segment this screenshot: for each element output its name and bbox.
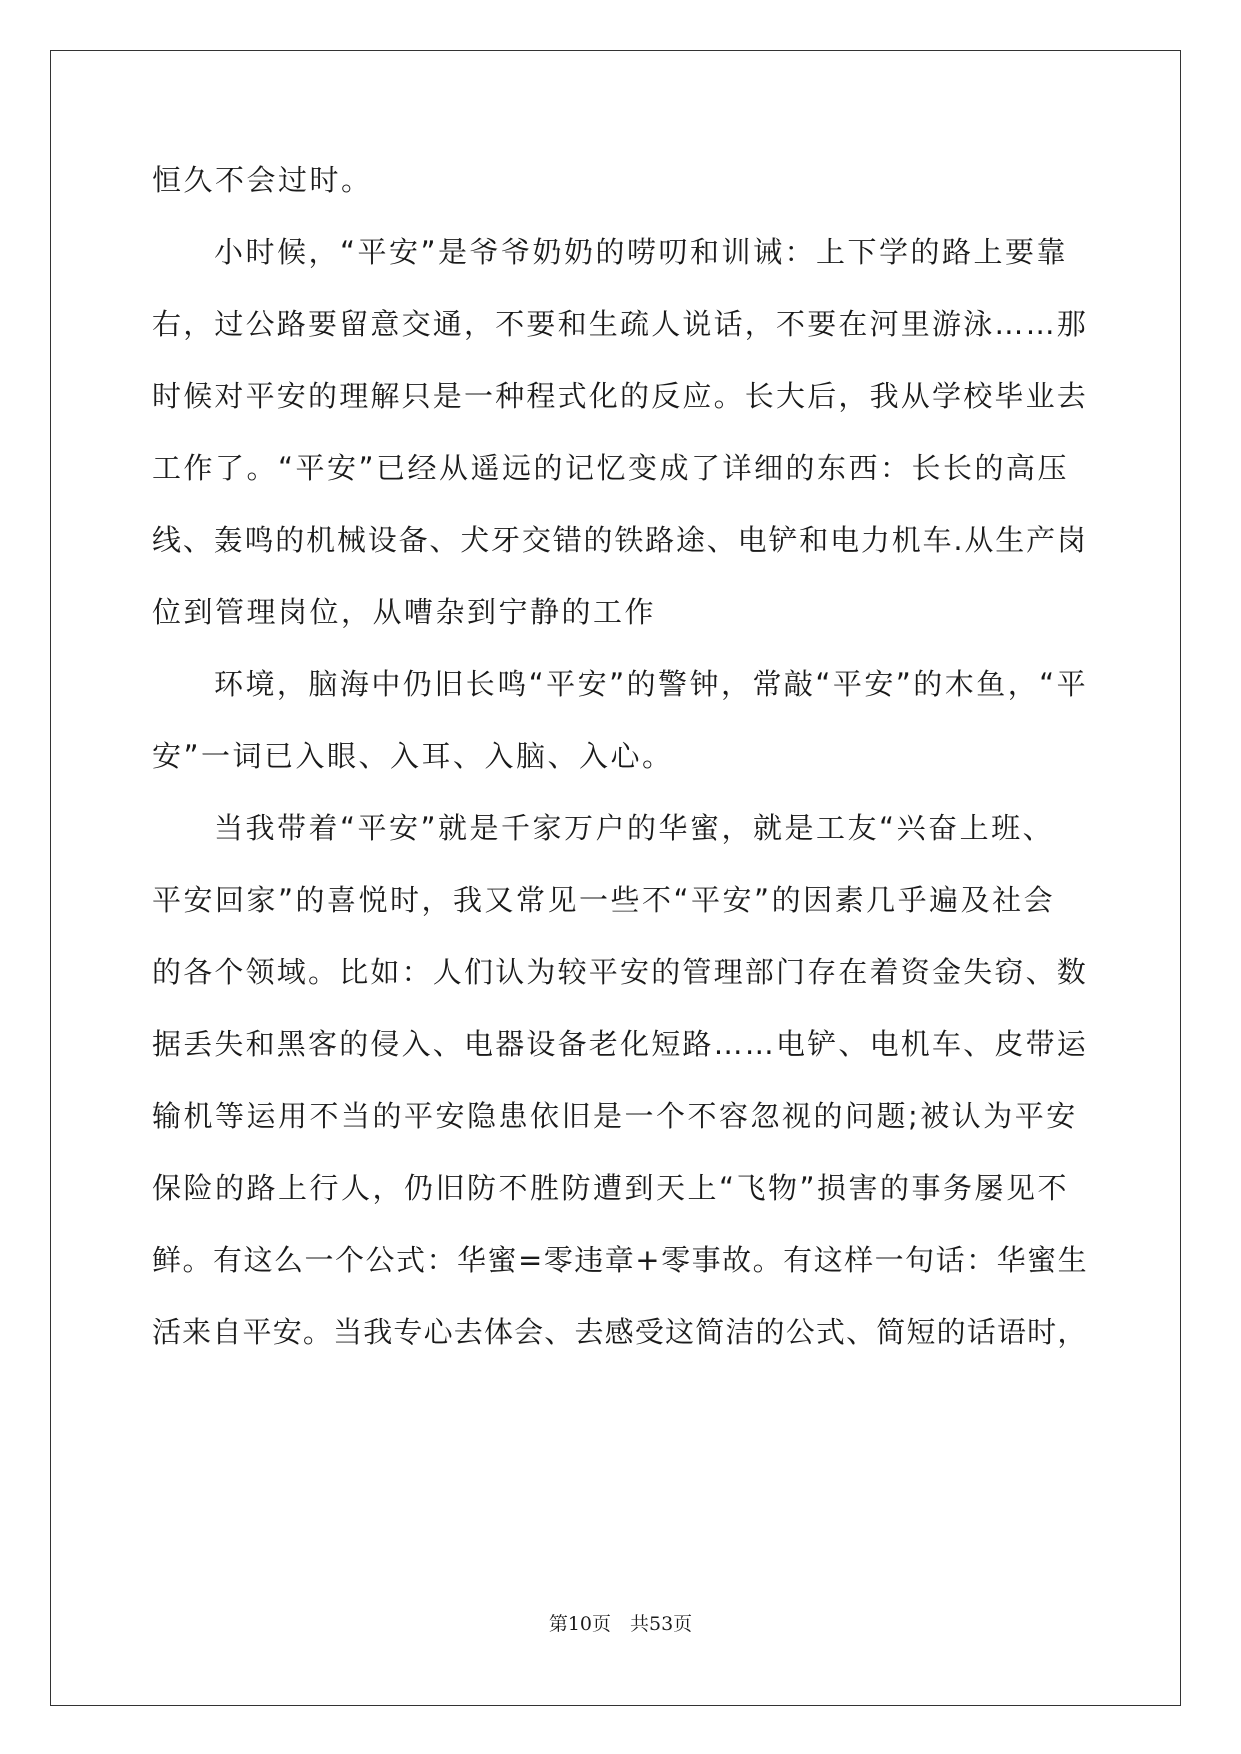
text-line: 据丢失和黑客的侵入、电器设备老化短路……电铲、电机车、皮带运 (152, 1027, 1089, 1061)
text-line: 右，过公路要留意交通，不要和生疏人说话，不要在河里游泳……那 (152, 307, 1089, 341)
text-line: 位到管理岗位，从嘈杂到宁静的工作 (152, 595, 657, 629)
text-line: 输机等运用不当的平安隐患依旧是一个不容忽视的问题;被认为平安 (152, 1099, 1078, 1133)
text-line: 安”一词已入眼、入耳、入脑、入心。 (152, 739, 674, 773)
text-line: 时候对平安的理解只是一种程式化的反应。长大后，我从学校毕业去 (152, 379, 1089, 413)
text-line: 活来自平安。当我专心去体会、去感受这简洁的公式、简短的话语时， (152, 1315, 1088, 1349)
text-line: 的各个领域。比如：人们认为较平安的管理部门存在着资金失窃、数 (152, 955, 1089, 989)
page-number-footer: 第10页 共53页 (548, 1613, 693, 1635)
text-line: 鲜。有这么一个公式：华蜜=零违章+零事故。有这样一句话：华蜜生 (152, 1243, 1089, 1277)
text-line: 当我带着“平安”就是千家万户的华蜜，就是工友“兴奋上班、 (214, 811, 1055, 845)
text-line: 小时候，“平安”是爷爷奶奶的唠叨和训诫：上下学的路上要靠 (214, 235, 1069, 269)
text-line: 环境，脑海中仍旧长鸣“平安”的警钟，常敲“平安”的木鱼，“平 (214, 667, 1089, 701)
page-border (50, 50, 1181, 1706)
text-line: 恒久不会过时。 (152, 163, 373, 197)
text-line: 平安回家”的喜悦时，我又常见一些不“平安”的因素几乎遍及社会 (152, 883, 1056, 917)
text-line: 线、轰鸣的机械设备、犬牙交错的铁路途、电铲和电力机车.从生产岗 (152, 523, 1088, 557)
text-line: 工作了。“平安”已经从遥远的记忆变成了详细的东西：长长的高压 (152, 451, 1070, 485)
text-line: 保险的路上行人，仍旧防不胜防遭到天上“飞物”损害的事务屡见不 (152, 1171, 1070, 1205)
